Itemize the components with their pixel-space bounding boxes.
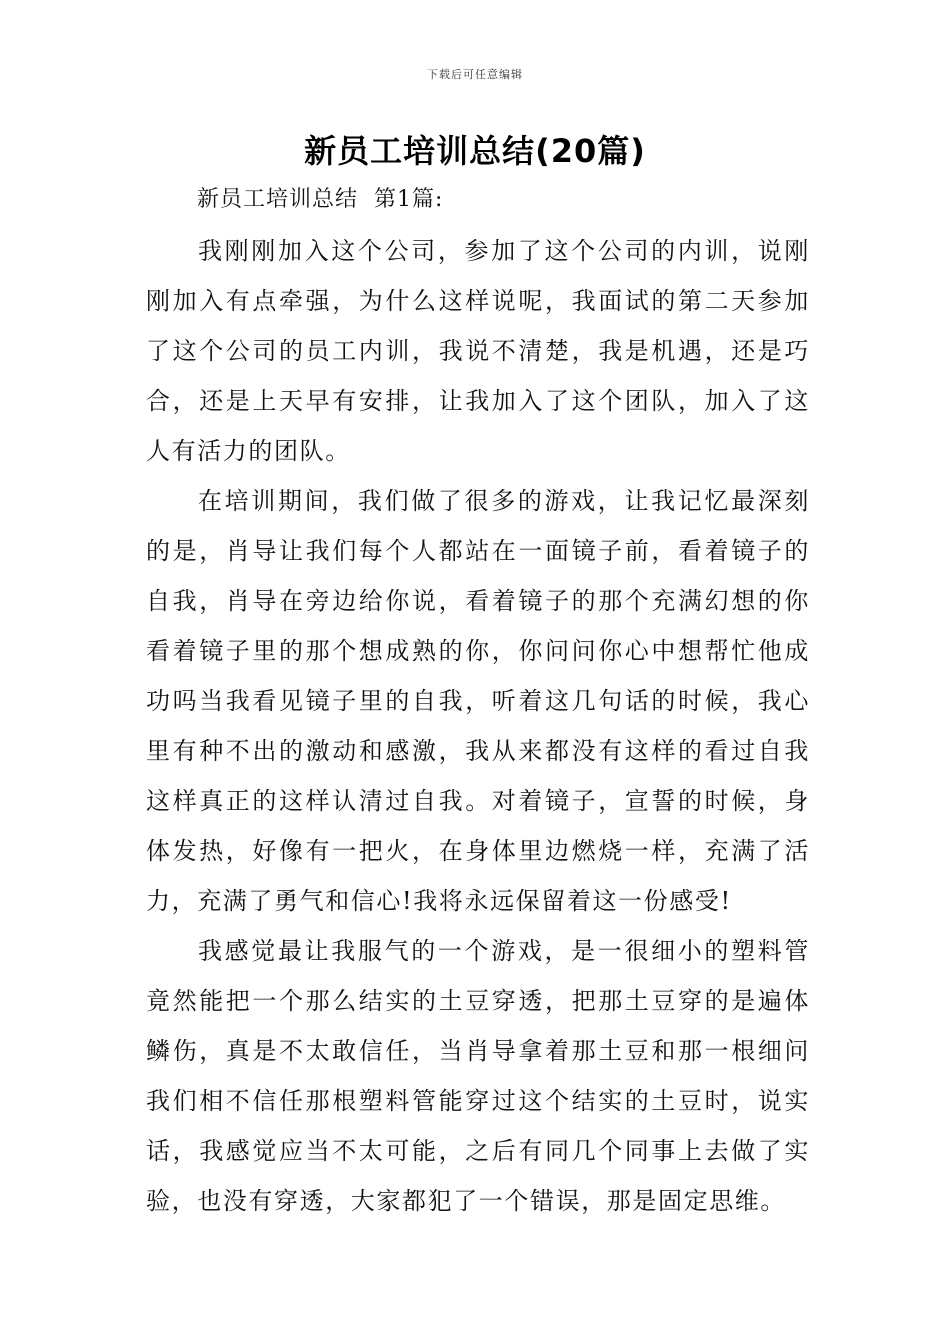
paragraph-1: 我刚刚加入这个公司，参加了这个公司的内训，说刚刚加入有点牵强，为什么这样说呢，我面试的第二天参加了这个公司的员工内训，我说不清楚，我是机遇，还是巧合，还是上天早有安排，让我加入了这个团队，加入了这人有活力的团队。 (146, 237, 810, 465)
document-body (146, 226, 810, 1226)
section-heading: 新员工培训总结 第1篇: (197, 187, 444, 212)
header-note: 下载后可任意编辑 (427, 68, 523, 81)
paragraph-2: 在培训期间，我们做了很多的游戏，让我记忆最深刻的是，肖导让我们每个人都站在一面镜子前，看着镜子的自我，肖导在旁边给你说，看着镜子的那个充满幻想的你看着镜子里的那个想成熟的你，你问问你心中想帮忙他成功吗当我看见镜子里的自我，听着这几句话的时候，我心里有种不出的激动和感激，我从来都没有这样的看过自我这样真正的这样认清过自我。对着镜子，宣誓的时候，身体发热，好像有一把火，在身体里边燃烧一样，充满了活力，充满了勇气和信心!我将永远保留着这一份感受! (146, 487, 810, 915)
paragraph-3: 我感觉最让我服气的一个游戏，是一很细小的塑料管竟然能把一个那么结实的土豆穿透，把那土豆穿的是遍体鳞伤，真是不太敢信任，当肖导拿着那土豆和那一根细问我们相不信任那根塑料管能穿过这个结实的土豆时，说实话，我感觉应当不太可能，之后有同几个同事上去做了实验，也没有穿透，大家都犯了一个错误，那是固定思维。 (146, 937, 810, 1215)
document-title: 新员工培训总结(20篇) (304, 132, 646, 170)
